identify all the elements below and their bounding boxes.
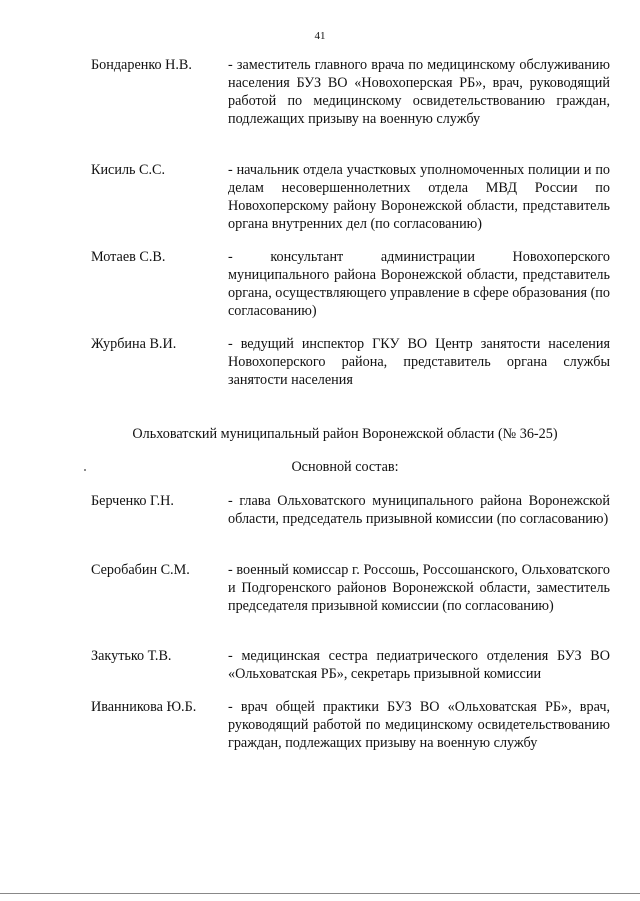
- bottom-edge-rule: [0, 893, 640, 894]
- page-number: 41: [314, 30, 326, 42]
- member-name: Закутько Т.В.: [91, 648, 172, 664]
- member-name: Иванникова Ю.Б.: [91, 699, 197, 715]
- member-name: Бондаренко Н.В.: [91, 57, 192, 73]
- member-description: - врач общей практики БУЗ ВО «Ольховатская РБ», врач, руководящий работой по медицинскому освидетельствованию граждан, подлежащих призыву на военную службу: [228, 699, 610, 751]
- member-description: - медицинская сестра педиатрического отделения БУЗ ВО «Ольховатская РБ», секретарь призывной комиссии: [228, 648, 610, 682]
- member-description: - военный комиссар г. Россошь, Россошанского, Ольховатского и Подгоренского районов Воронежской области, заместитель председателя призывной комиссии (по согласованию): [228, 562, 610, 614]
- subsection-title: Основной состав:: [291, 459, 399, 475]
- member-description: - консультант администрации Новохоперского муниципального района Воронежской области, представитель органа, осуществляющего управление в сфере образования (по согласованию): [228, 249, 610, 319]
- member-name: Кисиль С.С.: [91, 162, 166, 178]
- section-title: Ольховатский муниципальный район Воронежской области (№ 36-25): [132, 426, 558, 442]
- member-name: Берченко Г.Н.: [91, 493, 174, 509]
- member-name: Серобабин С.М.: [91, 562, 190, 578]
- member-description: - заместитель главного врача по медицинскому обслуживанию населения БУЗ ВО «Новохоперская РБ», врач, руководящий работой по медицинскому освидетельствованию граждан, подлежащих призыву на военную службу: [228, 57, 610, 127]
- member-description: - ведущий инспектор ГКУ ВО Центр занятости населения Новохоперского района, представитель органа службы занятости населения: [228, 336, 610, 388]
- member-description: - начальник отдела участковых уполномоченных полиции и по делам несовершеннолетних отдела МВД России по Новохоперскому району Воронежской области, представитель органа внутренних дел (по согласованию): [228, 162, 610, 232]
- member-name: Мотаев С.В.: [91, 249, 166, 265]
- member-name: Журбина В.И.: [91, 336, 177, 352]
- member-description: - глава Ольховатского муниципального района Воронежской области, председатель призывной комиссии (по согласованию): [228, 493, 610, 527]
